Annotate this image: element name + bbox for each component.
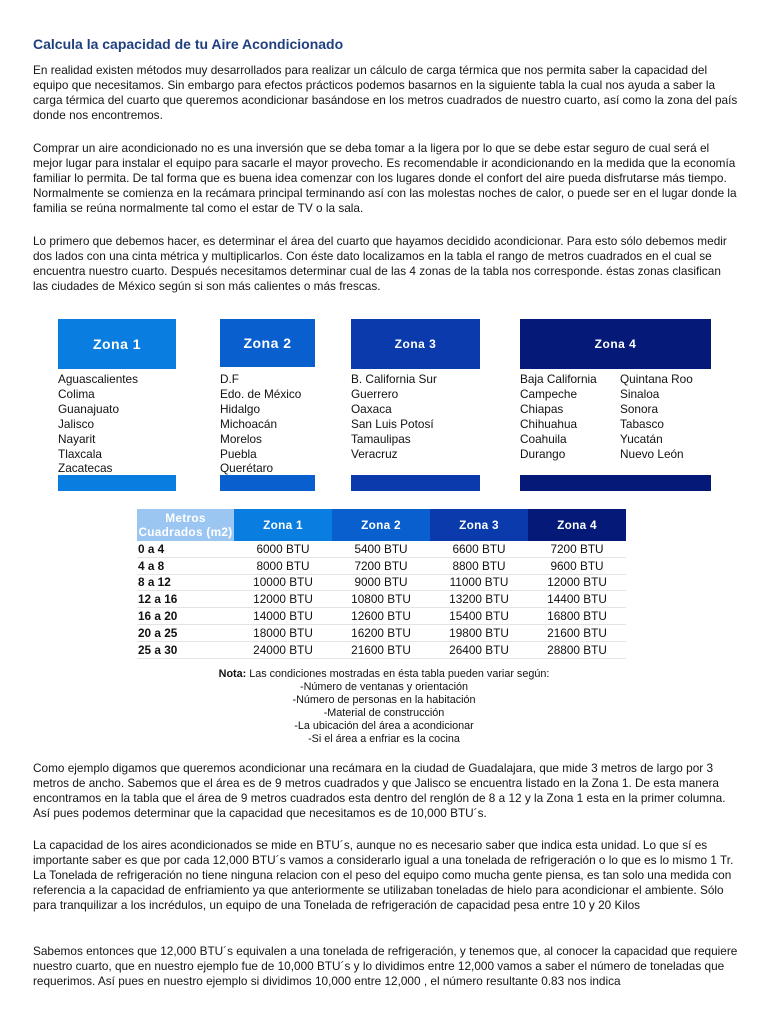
btu-cell-zona-3: 19800 BTU — [430, 624, 528, 641]
btu-cell-zona-4: 14400 BTU — [528, 591, 626, 608]
note-item: -Número de ventanas y orientación — [299, 681, 469, 693]
btu-cell-zona-2: 9000 BTU — [332, 574, 430, 591]
range-cell: 0 a 4 — [137, 541, 234, 557]
btu-cell-zona-2: 5400 BTU — [332, 541, 430, 557]
btu-cell-zona-3: 6600 BTU — [430, 541, 528, 557]
zone-2-bar — [220, 475, 315, 491]
zone-1-state-item: Tlaxcala — [58, 446, 102, 461]
zone-3-state-item: Guerrero — [351, 386, 399, 401]
btu-cell-zona-1: 24000 BTU — [234, 641, 332, 658]
zone-1-states — [58, 372, 176, 476]
zone-4a-state-item: Chihuahua — [520, 416, 578, 431]
note-label: Nota: — [218, 668, 247, 680]
zone-3-state-item: Tamaulipas — [351, 431, 411, 446]
range-cell: 20 a 25 — [137, 624, 234, 641]
zone-4-states-col2 — [620, 372, 693, 461]
btu-cell-zona-4: 28800 BTU — [528, 641, 626, 658]
btu-cell-zona-4: 21600 BTU — [528, 624, 626, 641]
table-row — [137, 591, 626, 608]
table-row — [137, 624, 626, 641]
note-item: -Número de personas en la habitación — [292, 694, 476, 706]
btu-cell-zona-4: 7200 BTU — [528, 541, 626, 557]
zone-4-title: Zona 4 — [594, 337, 637, 351]
zone-2-state-item: Morelos — [220, 431, 262, 446]
btu-cell-zona-2: 16200 BTU — [332, 624, 430, 641]
table-note — [137, 668, 631, 746]
btu-cell-zona-1: 14000 BTU — [234, 608, 332, 625]
btu-cell-zona-4: 16800 BTU — [528, 608, 626, 625]
zone-4-header — [520, 319, 711, 369]
zone-4a-state-item: Baja California — [520, 372, 597, 386]
btu-cell-zona-1: 12000 BTU — [234, 591, 332, 608]
zone-4a-state-item: Coahuila — [520, 431, 567, 446]
range-cell: 8 a 12 — [137, 574, 234, 591]
zone-2-state-item: Edo. de México — [220, 386, 302, 401]
zone-1-state-item: Nayarit — [58, 431, 96, 446]
range-cell: 12 a 16 — [137, 591, 234, 608]
zone-3-block — [351, 319, 480, 461]
btu-cell-zona-1: 6000 BTU — [234, 541, 332, 557]
zone-1-block — [58, 319, 176, 476]
btu-table-header-row — [137, 509, 626, 541]
zone-3-state-item: Oaxaca — [351, 401, 392, 416]
zone-3-title: Zona 3 — [394, 337, 437, 351]
range-cell: 25 a 30 — [137, 641, 234, 658]
btu-cell-zona-3: 15400 BTU — [430, 608, 528, 625]
zone-1-title: Zona 1 — [92, 336, 142, 352]
paragraph-tonnage: Sabemos entonces que 12,000 BTU´s equivalen a una tonelada de refrigeración, y tenemos que, al conocer la capacidad que requiere nuestro cuarto, que en nuestro ejemplo fue de 10,000 BTU´s y lo dividimos entre 12,000 vamos a saber el número de toneladas que requerimos. Así pues en nuestro ejemplo si dividimos 10,000 entre 12,000 , el número resultante 0.83 nos indica — [33, 944, 738, 988]
header-zona-2: Zona 2 — [332, 509, 430, 541]
zone-2-state-item: Hidalgo — [220, 401, 261, 416]
zone-4a-state-item: Chiapas — [520, 401, 564, 416]
table-row — [137, 541, 626, 557]
btu-cell-zona-3: 11000 BTU — [430, 574, 528, 591]
note-intro: Nota: Las condiciones mostradas en ésta tabla pueden variar según: — [218, 668, 550, 680]
paragraph-btu: La capacidad de los aires acondicionados se mide en BTU´s, aunque no es necesario saber que indica esta unidad. Lo que sí es importante saber es que por cada 12,000 BTU´s vamos a considerarlo igual a una tonelada de refrigeración o lo que es lo mismo 1 Tr. La Tonelada de refrigeración no tiene ninguna relacion con el peso del equipo como mucha gente piensa, es tan solo una medida con referencia a la capacidad de enfriamiento ya que anteriormente se utilizaban toneladas de hielo para acondicionar el ambiente. Sólo para tranquilizar a los incrédulos, un equipo de una Tonelada de refrigeración de capacidad pesa entre 10 y 20 Kilos — [33, 838, 734, 912]
zone-4-block — [520, 319, 711, 461]
zone-4a-state-item: Durango — [520, 446, 566, 461]
note-items — [137, 681, 631, 746]
zone-4b-state-item: Sinaloa — [620, 386, 660, 401]
header-zona-3: Zona 3 — [430, 509, 528, 541]
header-zona-1: Zona 1 — [234, 509, 332, 541]
btu-cell-zona-3: 8800 BTU — [430, 557, 528, 574]
zone-4a-state-item: Campeche — [520, 386, 578, 401]
page-title: Calcula la capacidad de tu Aire Acondicionado — [33, 36, 344, 52]
zone-2-state-item: Puebla — [220, 446, 257, 461]
table-row — [137, 608, 626, 625]
header-zona-4: Zona 4 — [528, 509, 626, 541]
range-cell: 16 a 20 — [137, 608, 234, 625]
zone-2-title: Zona 2 — [243, 335, 292, 351]
table-row — [137, 574, 626, 591]
paragraph-example: Como ejemplo digamos que queremos acondicionar una recámara en la ciudad de Guadalajara, que mide 3 metros de largo por 3 metros de ancho. Sabemos que el área es de 9 metros cuadrados y que Jalisco se encuentra listado en la Zona 1. De esta manera encontramos en la tabla que el área de 9 metros cuadrados esta dentro del renglón de 8 a 12 y la Zona 1 esta en la primer columna. Así pues podemos determinar que la capacidad que necesitamos es de 10,000 BTU´s. — [33, 761, 726, 820]
btu-cell-zona-2: 10800 BTU — [332, 591, 430, 608]
note-item: -La ubicación del área a acondicionar — [294, 720, 474, 732]
zone-2-state-item: Michoacán — [220, 416, 278, 431]
btu-cell-zona-2: 21600 BTU — [332, 641, 430, 658]
btu-cell-zona-1: 10000 BTU — [234, 574, 332, 591]
zone-4b-state-item: Nuevo León — [620, 446, 684, 461]
btu-cell-zona-1: 18000 BTU — [234, 624, 332, 641]
zone-4-states-col1 — [520, 372, 620, 461]
paragraph-purchase: Comprar un aire acondicionado no es una inversión que se deba tomar a la ligera por lo que se debe estar seguro de cual será el mejor lugar para instalar el equipo para sacarle el mayor provecho. Es recomendable ir acondicionando en la medida que la economía familiar lo permita. De tal forma que es buena idea comenzar con los lugares donde el confort del aire pueda disfrutarse más tiempo. Normalmente se comienza en la recámara principal terminando así con las molestas noches de calor, o puede ser en el lugar donde la familia se reúna normalmente tal como el estar de TV o la sala. — [33, 141, 737, 215]
zone-1-state-item: Guanajuato — [58, 401, 120, 416]
zone-4b-state-item: Tabasco — [620, 416, 664, 431]
zone-3-header — [351, 319, 480, 369]
btu-cell-zona-3: 13200 BTU — [430, 591, 528, 608]
btu-cell-zona-4: 12000 BTU — [528, 574, 626, 591]
note-item: -Material de construcción — [323, 707, 445, 719]
zone-4b-state-item: Sonora — [620, 401, 659, 416]
zone-3-bar — [351, 475, 480, 491]
zone-1-header — [58, 319, 176, 369]
btu-cell-zona-4: 9600 BTU — [528, 557, 626, 574]
table-row — [137, 557, 626, 574]
paragraph-intro: En realidad existen métodos muy desarrollados para realizar un cálculo de carga térmica que nos permita saber la capacidad del equipo que necesitamos. Sin embargo para efectos prácticos podemos basarnos en la siguiente tabla la cual nos ayuda a saber la carga térmica del cuarto que queremos acondicionar basándose en los metros cuadrados de nuestro cuarto, así como la zona del país donde nos encontremos. — [33, 63, 738, 122]
zone-2-states — [220, 372, 315, 476]
zone-1-state-item: Jalisco — [58, 416, 95, 431]
btu-cell-zona-1: 8000 BTU — [234, 557, 332, 574]
btu-table — [137, 509, 626, 659]
range-cell: 4 a 8 — [137, 557, 234, 574]
btu-cell-zona-2: 7200 BTU — [332, 557, 430, 574]
btu-cell-zona-2: 12600 BTU — [332, 608, 430, 625]
table-row — [137, 641, 626, 658]
zone-2-block — [220, 319, 315, 476]
zone-1-state-item: Zacatecas — [58, 461, 113, 476]
zone-2-header — [220, 319, 315, 367]
zone-3-state-item: B. California Sur — [351, 372, 437, 386]
btu-table-body — [137, 541, 626, 658]
zone-4b-state-item: Quintana Roo — [620, 372, 693, 386]
zone-3-state-item: San Luis Potosí — [351, 416, 434, 431]
paragraph-area: Lo primero que debemos hacer, es determinar el área del cuarto que hayamos decidido acondicionar. Para esto sólo debemos medir dos lados con una cinta métrica y multiplicarlos. Con éste dato localizamos en la tabla el rango de metros cuadrados en el cual se encuentra nuestro cuarto. Después necesitamos determinar cual de las 4 zonas de la tabla nos corresponde. éstas zonas clasifican las ciudades de México según si son más calientes o más frescas. — [33, 234, 727, 293]
header-metros: Metros Cuadrados (m2) — [138, 511, 233, 539]
note-item: -Si el área a enfriar es la cocina — [308, 733, 460, 745]
zone-1-bar — [58, 475, 176, 491]
zone-3-state-item: Veracruz — [351, 446, 398, 461]
zone-2-state-item: D.F — [220, 372, 240, 386]
zone-1-state-item: Colima — [58, 386, 95, 401]
zone-3-states — [351, 372, 480, 461]
btu-cell-zona-3: 26400 BTU — [430, 641, 528, 658]
zone-2-state-item: Querétaro — [220, 461, 274, 476]
zone-4-bar — [520, 475, 711, 491]
zone-4b-state-item: Yucatán — [620, 431, 663, 446]
zone-1-state-item: Aguascalientes — [58, 372, 139, 386]
